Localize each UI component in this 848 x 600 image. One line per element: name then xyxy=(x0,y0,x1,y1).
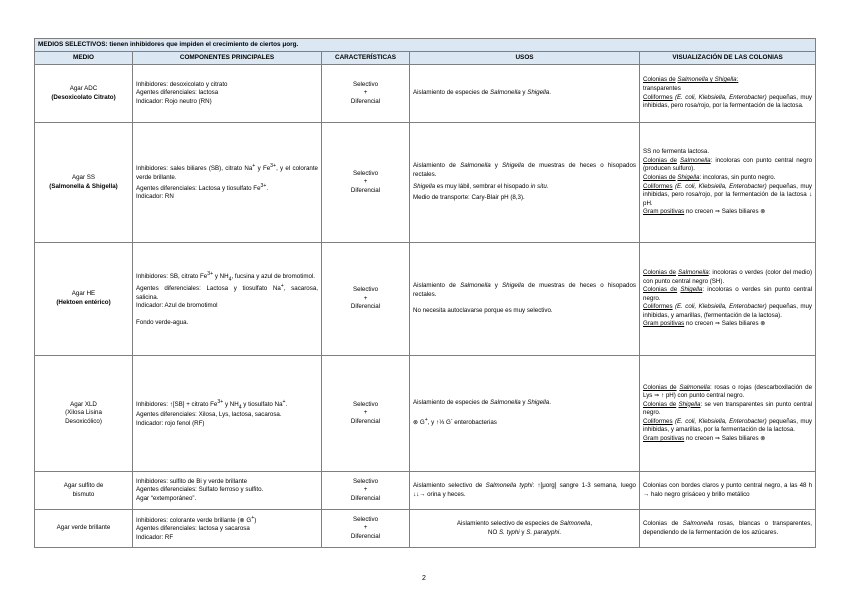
component-line: Indicador: Rojo neutro (RN) xyxy=(136,97,212,105)
uses-line: Aislamiento selectivo de especies de Salmonella, xyxy=(456,519,593,527)
header-componentes: COMPONENTES PRINCIPALES xyxy=(133,52,322,65)
characteristics-adc xyxy=(322,65,410,123)
selective-media-table xyxy=(34,38,816,548)
component-line: Fondo verde-agua. xyxy=(136,318,189,326)
table-title-row xyxy=(35,39,816,52)
char-plus: + xyxy=(363,178,368,186)
medio-subname: Desoxicólico) xyxy=(65,417,102,425)
vis-line: Colonias de Salmonella: rosas o rojas (descarboxilación de Lys ⇒ ↑ pH) con punto central negro. xyxy=(643,383,813,400)
table-row-ss xyxy=(35,123,816,243)
component-line: Indicador: RF xyxy=(136,533,174,541)
char-differential: Diferencial xyxy=(350,417,381,425)
vis-line: Coliformes (E. coli, Klebsiella, Enterobacter) pequeñas, muy inhibidas, pero rosa/rojo, por la fermentación de la lactosa. xyxy=(643,93,813,110)
uses-line: Aislamiento de Salmonella y Shigella de muestras de heces o hisopados rectales. xyxy=(413,282,636,298)
char-selective: Selectivo xyxy=(352,169,379,177)
char-differential: Diferencial xyxy=(350,303,381,311)
medio-adc xyxy=(35,65,133,123)
medio-xld xyxy=(35,356,133,472)
uses-line: Aislamiento de Salmonella y Shigella de muestras de heces o hisopados rectales. xyxy=(413,162,636,178)
component-line: Inhibidores: ↑[SB] + citrato $Fe^{3+}$ y $NH_4$ y tiosulfato Na+. xyxy=(136,398,288,411)
vis-line: transparentes xyxy=(643,84,681,92)
components-ss xyxy=(133,123,322,243)
char-differential: Diferencial xyxy=(350,494,381,502)
char-differential: Diferencial xyxy=(350,97,381,105)
char-selective: Selectivo xyxy=(352,400,379,408)
table-row-bismuto xyxy=(35,472,816,510)
uses-xld xyxy=(410,356,640,472)
components-adc xyxy=(133,65,322,123)
medio-subname: (Desoxicolato Citrato) xyxy=(51,93,116,101)
vis-line: Coliformes (E. coli, Klebsiella, Enterobacter) pequeñas, muy inhibidas, y amarillas, (fermentación de la lactosa). xyxy=(643,303,813,319)
medio-name: Agar XLD xyxy=(70,400,97,408)
uses-ss xyxy=(410,123,640,243)
medio-he xyxy=(35,243,133,356)
characteristics-he xyxy=(322,243,410,356)
table-row-adc xyxy=(35,65,816,123)
uses-verde-brillante xyxy=(410,510,640,548)
vis-line: Colonias con bordes claros y punto central negro, a las 48 h → halo negro grisáceo y brillo metálico xyxy=(643,481,813,498)
page-number: 2 xyxy=(422,575,426,582)
component-line: Agentes diferenciales: Sulfato ferroso y sulfito. xyxy=(136,486,264,494)
vis-line: Colonias de Salmonella rosas, blancas o transparentes, dependiendo de la fermentación de los azúcares. xyxy=(643,519,813,536)
char-selective: Selectivo xyxy=(352,286,379,294)
vis-line: Gram positivas no crecen ⇒ Sales biliares ⊗ xyxy=(643,208,766,216)
components-xld xyxy=(133,356,322,472)
char-differential: Diferencial xyxy=(350,532,381,540)
components-verde-brillante xyxy=(133,510,322,548)
medio-name: Agar SS xyxy=(71,173,96,181)
uses-he xyxy=(410,243,640,356)
vis-line: Colonias de Shigella: incoloras, sin punto negro. xyxy=(643,173,776,181)
vis-line: SS no fermenta lactosa. xyxy=(643,148,710,156)
vis-line: Colonias de Salmonella y Shigella: xyxy=(643,76,739,84)
vis-line: Colonias de Salmonella: incoloras o verdes (color del medio) con punto central negro (SH). xyxy=(643,269,813,285)
medio-verde-brillante xyxy=(35,510,133,548)
vis-line: Colonias de Salmonella: incoloras con punto central negro (producen sulfuro). xyxy=(643,156,813,173)
visualization-bismuto xyxy=(640,472,816,510)
table-row-he xyxy=(35,243,816,356)
char-plus: + xyxy=(363,524,368,532)
component-line: Inhibidores: desoxicolato y citrato xyxy=(136,80,228,88)
char-differential: Diferencial xyxy=(350,186,381,194)
visualization-he xyxy=(640,243,816,356)
component-line: Indicador: rojo fenol (RF) xyxy=(136,419,205,427)
medio-name: bismuto xyxy=(72,490,95,498)
medio-name: Agar ADC xyxy=(69,84,98,92)
vis-line: Colonias de Shigella: se ven transparentes sin punto central negro. xyxy=(643,400,813,417)
header-medio: MEDIO xyxy=(35,52,133,65)
component-line: Indicador: Azul de bromotimol xyxy=(136,302,218,310)
component-line: Agentes diferenciales: Lactosa y tiosulfato $Fe^{3+}$. xyxy=(136,182,269,192)
char-selective: Selectivo xyxy=(352,515,379,523)
uses-bismuto xyxy=(410,472,640,510)
char-selective: Selectivo xyxy=(352,477,379,485)
component-line: Indicador: RN xyxy=(136,193,174,201)
component-line: Agentes diferenciales: Xilosa, Lys, lactosa, sacarosa. xyxy=(136,411,282,419)
components-bismuto xyxy=(133,472,322,510)
visualization-xld xyxy=(640,356,816,472)
medio-ss xyxy=(35,123,133,243)
medio-name: Agar HE xyxy=(71,290,96,298)
vis-line: Coliformes (E. coli, Klebsiella, Enterobacter) pequeñas, muy inhibidas, pero rosa/rojo, por la fermentación de la lactosa ↓ pH. xyxy=(643,182,813,207)
uses-line: Aislamiento selectivo de Salmonella typhi: ↑[μorg] sangre 1-3 semana, luego ↓↓→ orina y heces. xyxy=(413,481,636,498)
medio-subname: (Salmonella & Shigella) xyxy=(49,182,118,190)
table-row-xld xyxy=(35,356,816,472)
component-line: Inhibidores: sulfito de Bi y verde brillante xyxy=(136,477,248,485)
uses-line: Shigella es muy lábil, sembrar el hisopado in situ. xyxy=(413,182,549,190)
visualization-verde-brillante xyxy=(640,510,816,548)
characteristics-xld xyxy=(322,356,410,472)
header-visualizacion: VISUALIZACIÓN DE LAS COLONIAS xyxy=(640,52,816,65)
uses-line: ⊗ G+, y ↑⅓ G- enterobacterias xyxy=(413,416,497,427)
uses-line: No necesita autoclavarse porque es muy selectivo. xyxy=(413,307,553,315)
uses-line: Aislamiento de especies de Salmonella y Shigella. xyxy=(413,89,551,97)
component-line: Inhibidores: SB, citrato $Fe^{3+}$ y $NH_4$, fucsina y azul de bromotimol. xyxy=(136,270,316,282)
visualization-ss xyxy=(640,123,816,243)
medio-bismuto xyxy=(35,472,133,510)
table-row-verde-brillante xyxy=(35,510,816,548)
char-plus: + xyxy=(363,89,368,97)
vis-line: Colonias de Shigella: incoloras o verdes sin punto central negro. xyxy=(643,286,813,302)
component-line: Agar “extemporáneo”. xyxy=(136,494,197,502)
title-text: tienen inhibidores que impiden el crecimiento de ciertos μorg. xyxy=(107,40,299,48)
component-line: Inhibidores: colorante verde brillante (⊗ G+) xyxy=(136,514,257,524)
vis-line: Coliformes (E. coli, Klebsiella, Enterobacter) pequeñas, muy inhibidas, y amarillas, por la fermentación de la lactosa. xyxy=(643,417,813,434)
header-usos: USOS xyxy=(410,52,640,65)
uses-line: Aislamiento de especies de Salmonella y Shigella. xyxy=(413,399,551,407)
visualization-adc xyxy=(640,65,816,123)
vis-line: Gram positivas no crecen ⇒ Sales biliares ⊗ xyxy=(643,434,766,442)
table-title xyxy=(35,39,816,52)
uses-line: Medio de transporte: Cary-Blair pH (8,3). xyxy=(413,194,525,202)
vis-line: Gram positivas no crecen ⇒ Sales biliares ⊗ xyxy=(643,320,766,328)
components-he xyxy=(133,243,322,356)
header-caracteristicas: CARACTERÍSTICAS xyxy=(322,52,410,65)
characteristics-bismuto xyxy=(322,472,410,510)
component-line: Agentes diferenciales: lactosa xyxy=(136,89,219,97)
medio-subname: (Xilosa Lisina xyxy=(65,409,102,417)
medio-subname: (Hektoen entérico) xyxy=(56,299,111,306)
char-plus: + xyxy=(363,294,368,302)
component-line: Agentes diferenciales: lactosa y sacarosa xyxy=(136,525,250,533)
characteristics-ss xyxy=(322,123,410,243)
char-selective: Selectivo xyxy=(352,80,379,88)
characteristics-verde-brillante xyxy=(322,510,410,548)
char-plus: + xyxy=(363,486,368,494)
medio-name: Agar sulfito de xyxy=(63,481,104,489)
component-line: Inhibidores: sales biliares (SB), citrato Na+ y $Fe^{3+}$, y el colorante verde brillante. xyxy=(136,163,318,181)
uses-adc xyxy=(410,65,640,123)
table-header-row xyxy=(35,52,816,65)
title-label: MEDIOS SELECTIVOS: xyxy=(38,40,108,48)
medio-name: Agar verde brillante xyxy=(56,524,111,532)
char-plus: + xyxy=(363,409,368,417)
uses-line: NO S. typhi y S. paratyphi. xyxy=(488,528,561,536)
component-line: Agentes diferenciales: Lactosa y tiosulfato Na+, sacarosa, salicina. xyxy=(136,283,318,301)
